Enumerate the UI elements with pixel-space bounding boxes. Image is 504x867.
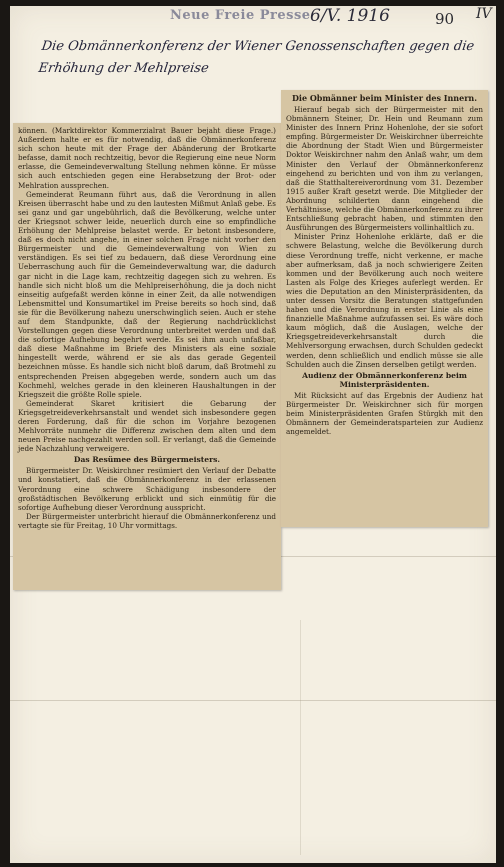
article-paragraph: können. (Marktdirektor Kommerzialrat Bauer bejaht diese Frage.) Außerdem halte er es für notwendig, daß die Obmännerkonferenz sich schon heute mit der Frage der Abänderung der Brotkarte befasse, damit noch rechtzeitig, bevor die Regierung eine neue Norm erlasse, die Gemeindeverwaltung Stellung nehmen könne. Er müsse sich auch entschieden gegen eine Herabsetzung der Brot- oder Mehlration aussprechen. xyxy=(18,126,276,190)
newspaper-clipping-right xyxy=(281,90,488,527)
article-paragraph: Der Bürgermeister unterbricht hierauf die Obmännerkonferenz und vertagte sie für Freitag, 10 Uhr vormittags. xyxy=(18,511,276,530)
article-paragraph: Bürgermeister Dr. Weiskirchner resümiert den Verlauf der Debatte und konstatiert, daß die Obmännerkonferenz in der erlassenen Verordnung eine schwere Schädigung insbesondere der großstädtischen Bevölkerung erblickt und sich einmütig für die sofortige Aufhebung dieser Verordnung ausspricht. xyxy=(18,466,276,512)
section-subheading: Audienz der Obmännerkonferenz beim Ministerpräsidenten. xyxy=(302,370,467,389)
page-mark: IV xyxy=(476,6,492,22)
article-paragraph: Gemeinderat Reumann führt aus, daß die Verordnung in allen Kreisen überrascht habe und zu den lautesten Mißmut Anlaß gebe. Es sei ganz und gar ungebührlich, daß die Bevölkerung, welche unter der Kriegsnot schwer leide, neuerlich durch eine so empfindliche Erhöhung der Mehlpreise belastet werde. Er betont insbesondere, daß es doch nicht angehe, in einer solchen Frage nicht vorher den Bürgermeister und die Gemeindeverwaltung von Wien zu verständigen. Es sei tief zu bedauern, daß diese Verordnung eine Ueberraschung auch für die Gemeindeverwaltung war, die dadurch gar nicht in die Lage kam, rechtzeitig dagegen sich zu wehren. Es handle sich nicht bloß um die Mehlpreiserhöhung, die ja doch nicht einseitig aufgefaßt werden könne in einer Zeit, da alle notwendigen Lebensmittel und Konsumartikel im Preise bereits so hoch sind, daß sie für die Bevölkerung nahezu unerschwinglich seien. Auch er stehe auf dem Standpunkte, daß der Regierung nachdrücklichst Vorstellungen gegen diese Verordnung unterbreitet werden und daß die sofortige Aufhebung begehrt werde. Es sei ihm auch unfaßbar, daß diese Maßnahme im Briefe des Ministers als eine soziale hingestellt werde, während er sie als das gerade Gegenteil bezeichnen müsse. Es handle sich nicht bloß darum, daß Brotmehl zu entsprechenden Preisen abgegeben werde, sondern auch um das Kochmehl, welches gerade in den kleineren Haushaltungen in der Kriegszeit die größte Rolle spiele. xyxy=(18,189,276,399)
page-number: 90 xyxy=(435,10,455,28)
handwritten-title: Die Obmännerkonferenz der Wiener Genossenschaften gegen die Erhöhung der Mehlpreise xyxy=(37,39,476,76)
article-paragraph: Minister Prinz Hohenlohe erklärte, daß er die schwere Belastung, welche die Bevölkerung durch diese Verordnung treffe, nicht verkenne, er mache aber aufmerksam, daß ja noch schwierigere Zeiten kommen und der Bevölkerung auch noch weitere Lasten als Folge des Krieges auferlegt werden. Er wies die Deputation an den Ministerpräsidenten, da unter dessen Vorsitz die Beratungen stattgefunden haben und die Verordnung in erster Linie als eine finanzielle Maßnahme aufzufassen sei. Es wäre doch kaum möglich, daß die Auslagen, welche der Kriegsgetreideverkehrsanstalt durch die Mehlversorgung erwachsen, durch Schulden gedeckt werden, denn schließlich und endlich müsse sie alle Schulden auch die Zinsen derselben getilgt werden. xyxy=(286,232,483,369)
handwritten-date: 6/V. 1916 xyxy=(310,6,390,26)
section-subheading: Das Resümee des Bürgermeisters. xyxy=(73,455,221,465)
paper-edge xyxy=(300,620,491,855)
article-paragraph: Mit Rücksicht auf das Ergebnis der Audienz hat Bürgermeister Dr. Weiskirchner sich für morgen beim Ministerpräsidenten Grafen Stürgkh mit den Obmännern der Gemeinderatsparteien zur Audienz angemeldet. xyxy=(286,390,483,437)
section-heading: Die Obmänner beim Minister des Innern. xyxy=(291,93,478,103)
article-paragraph: Hierauf begab sich der Bürgermeister mit den Obmännern Steiner, Dr. Hein und Reumann zum Minister des Innern Prinz Hohenlohe, der sie sofort empfing. Bürgermeister Dr. Weiskirchner überreichte die Abordnung der Stadt Wien und Bürgermeister Doktor Weiskirchner nahm den Anlaß wahr, um dem Minister den Verlauf der Obmännerkonferenz eingehend zu berichten und von ihm zu verlangen, daß die Statthaltereiverordnung vom 31. Dezember 1915 außer Kraft gesetzt werde. Die Mitglieder der Abordnung schilderten dann eingehend die Verhältnisse, welche die Obmännerkonferenz zu ihrer Entschließung gebracht haben, und stimmten den Ausführungen des Bürgermeisters vollinhaltlich zu. xyxy=(286,105,483,233)
newspaper-masthead: Neue Freie Presse xyxy=(170,8,311,23)
newspaper-clipping-left xyxy=(13,123,281,590)
article-paragraph: Gemeinderat Skaret kritisiert die Gebarung der Kriegsgetreideverkehrsanstalt und wendet sich insbesondere gegen deren Forderung, daß für die schon im Vorjahre bezogenen Mehlvorräte nunmehr die Differenz zwischen dem alten und dem neuen Preise nachgezahlt werden soll. Er verlangt, daß die Gemeinde jede Nachzahlung verweigere. xyxy=(18,398,276,454)
